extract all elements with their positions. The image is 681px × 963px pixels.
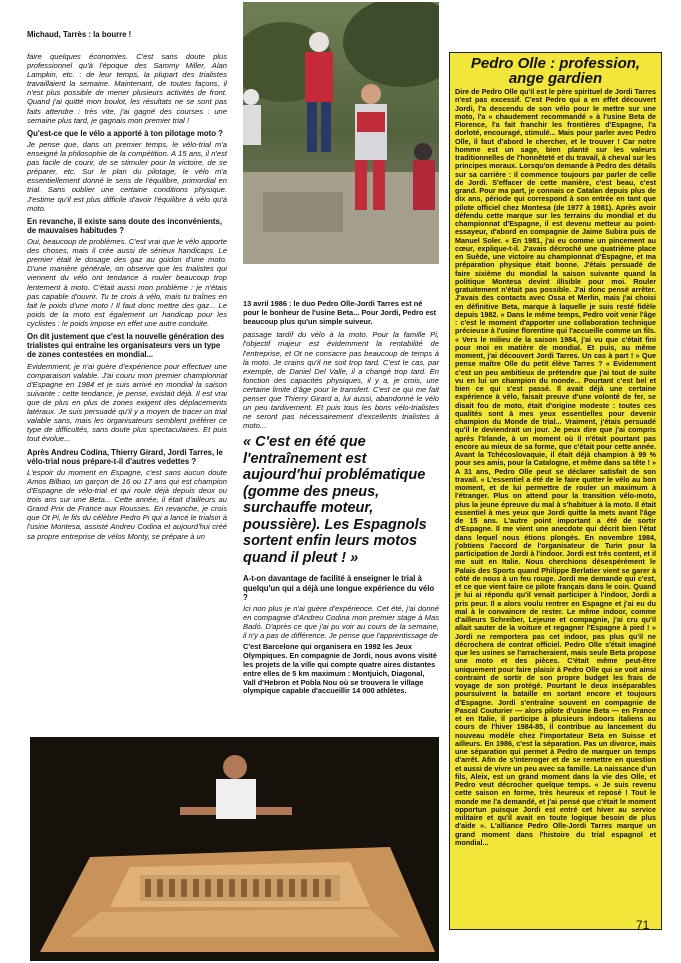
sidebar-title-line-2: ange gardien xyxy=(508,70,603,87)
page-number: 71 xyxy=(636,918,650,932)
sidebar-box xyxy=(449,52,662,930)
interview-answer: Evidemment, je n'ai guère d'expérience pour effectuer une comparaison valable. J'ai couru mon premier championnat d'Espagne en 1984 et je suis arrivé en mondial la saison suivante : cette tendance, je pense, existait déjà. Il est vrai que de plus en plus de zones exigent des déplacements latéraux. Je suis persuadé qu'il y a moyen de tracer un trial valable sans, mais les organisateurs semblent préférer ce type de difficultés, sans doute plus spectaculaires. Et puis tout évolue... xyxy=(27,361,227,444)
paragraph: passage tardif du vélo à la moto. Pour la famille Pi, l'objectif majeur est évidemment la rentabilité de l'entreprise, et Ot ne consacre pas beaucoup de temps à la moto. Je crains qu'il ne soit trop tard. C'est le cas, par exemple, de Daniel Del Valle, il a changé trop tard. En fonction des capacités physiques, il y a, je crois, une certaine limite d'âge pour le transfert. C'est ce qui me fait penser que Thierry Girard a, lui aussi, abandonné le vélo un peu tardivement. Et puis tous les bons vélo-trialistes ne seront pas nécessairement d'excellents trialistes à moto... xyxy=(243,330,439,431)
interview-answer: Ici non plus je n'ai guère d'expérience. Cet été, j'ai donné en compagnie d'Andreu Codina mon premier stage à Mas Badó. D'après ce que j'ai pu voir au cours de la semaine, il n'y a pas de différence. Je pense que l'apprentissage de xyxy=(243,604,439,641)
interview-answer: Je pense que, dans un premier temps, le vélo-trial m'a enseigné la philosophie de la compétition. A 15 ans, il n'est pas facile de courir, de se stimuler pour la victoire, de se préparer, etc. Sur le plan du pilotage, le vélo m'a essentiellement donné le sens de l'équilibre, primordial en trial. Sans oublier une certaine conditions physique. J'estime qu'il est plus difficile d'avoir l'équilibre à vélo qu'à moto. xyxy=(27,139,227,213)
interview-question: En revanche, il existe sans doute des inconvénients, de mauvaises habitudes ? xyxy=(27,216,222,235)
photo-caption: C'est Barcelone qui organisera en 1992 les Jeux Olympiques. En compagnie de Jordi, nous avons visité les projets de la ville qui compte quatre aires distantes entre elles de 5 km maximum : Montjuich, Diagonal, Vall d'Hebron et Pobla Nou où se trouvera le village olympique capable d'accueillir 14 000 athlètes. xyxy=(243,642,437,696)
article-column-1 xyxy=(27,52,227,544)
sidebar-title-line-1: Pedro Olle : profession, xyxy=(470,55,641,72)
sidebar-title xyxy=(455,56,656,86)
photo-olympic-model xyxy=(30,737,439,961)
photo-caption: 13 avril 1986 : le duo Pedro Olle-Jordi Tarres est né pour le bonheur de l'usine Beta... Pour Jordi, Pedro est beaucoup plus qu'un simple suiveur. xyxy=(243,299,437,326)
interview-question: Qu'est-ce que le vélo a apporté à ton pilotage moto ? xyxy=(27,128,223,138)
article-column-2 xyxy=(243,300,439,700)
interview-answer: L'espoir du moment en Espagne, c'est sans aucun doute Amos Bilbao, un garçon de 16 ou 17 ans qui est champion d'Espagne de vélo-trial et qui roule déjà depuis deux ou trois ans sur une Beta... Cette année, il était d'ailleurs au Grand Prix de France aux Rousses. En revanche, je crois que Ot Pi, le fils du célèbre Pedro Pi qui a lancé le trialsin à l'usine Montesa, assisté Andreu Codina et aujourd'hui créé sa propre entreprise de vélos Monty, se prépare à un xyxy=(27,467,227,541)
interview-question: A-t-on davantage de facilité à enseigner le trial à quelqu'un qui a déjà une longue expérience du vélo ? xyxy=(243,574,435,602)
interview-question: Après Andreu Codina, Thierry Girard, Jordi Tarres, le vélo-trial nous prépare-t-il d'autres vedettes ? xyxy=(27,447,223,466)
pull-quote: « C'est en été que l'entraînement est aujourd'hui problématique (gomme des pneus, surchauffe moteur, poussière). Les Espagnols sortent enfin leurs motos quand il pleut ! » xyxy=(243,434,427,566)
sidebar-text: Dire de Pedro Olle qu'il est le père spirituel de Jordi Tarres n'est pas excessif. C'est Pedro qui a en effet découvert Jordi, l'a descendu de son vélo pour le mettre sur une moto, l'a « chaudement recommandé » à l'usine Beta de Florence, l'a fait franchir les frontières d'Espagne, l'a dorloté, encouragé, stimulé... Mais pour parler avec Pedro Olle, il faut d'abord le chercher, et le trouver ! Car notre homme est un sage, bien planté sur les valeurs traditionnelles de l'honnêteté et du travail, à cheval sur les principes moraux. Lorsqu'on demande à Pedro des détails sur sa carrière : il commence toujours par parler de celle de Jordi. S'effacer de cette manière, c'est beau, c'est grand. Pour ma part, je connais ce Catalan depuis plus de dix ans, période qui correspond à son entrée en tant que pilote officiel chez Montesa (de 1977 à 1981). Après avoir défendu cette marque sur les terrains du mondial et du championnat d'Espagne, il est devenu metteur au point-essayeur, d'abord en compagnie de Jaime Subira puis de Manuel Soler. « En 1981, j'ai eu comme un pincement au cœur, explique-t-il. J'avais décroché une quatrième place en Suède, une victoire au championnat d'Espagne, et ma préparation physique était bonne. J'étais persuadé de faire sixième du mondial la saison suivante quand la politique Montesa devint illisible pour moi. Rouler gratuitement n'était pas possible. J'ai donc pensé arrêter. J'avais des contacts avec Ossa et Merlin, mais j'ai choisi en définitive Beta, marque à laquelle je suis resté fidèle depuis 1982. » Dans le même temps, Pedro voit venir l'âge : c'est le moment d'apporter une collaboration technique précieuse à l'usine florentine qui l'accueille comme un fils. « Vers le milieu de la saison 1984, j'ai vu que c'était fini pour moi en matière de mondial. Et puis, au même moment, j'ai découvert Jordi Tarres. Un cas à part ! » Que pense maître Olle du petit élève Tarres ? « Evidemment c'est un peu ambitieux de prétendre que j'ai tout de suite vu en lui un champion du monde... Pourtant c'est bel et bien ce qui s'est passé. Il avait déjà une certaine expérience à vélo, faisait preuve d'une volonté de fer, se disait fou de moto, était d'origine modeste : toutes ces qualités sont à mes yeux essentielles pour devenir champion du Monde de trial... Vraiment, j'étais persuadé qu'il le deviendrait un jour. Je peux dire que j'ai compris après l'Irlande, à un moment où il n'était pourtant pas encore au mieux de sa forme, que c'était pour cette année. Avant la Tchécoslovaquie, il était déjà champion à 99 % pour ses amis, pour la Catalogne, et même dans sa tête ! » A 31 ans, Pedro Olle peut se déclarer satisfait de son travail. « L'essentiel a été de le faire quitter le vélo au bon moment, et de lui permettre de rouler un maximum à l'étranger. Plus on attend pour la transition vélo-moto, plus la jeune épreuve du mal à s'habituer à la moto. Il était essentiel à mes yeux que Jordi quitte la mets avant l'âge de 15 ans. L'autre point important a été de sortir d'Espagne. Il me vient une anecdote qui décrit bien l'état dans lequel nous étions plongés. En novembre 1984, j'obtiens l'accord de l'organisateur de Turin pour la participation de Jordi à l'indoor. Jordi est très content, et il me suit en Italie. Nous cherchions désespérément le Palais des Sports quand Philippe Berlatier vient se garer à côté de nous à un feu rouge. Jordi me demande qui c'est, et ce que vient faire ce pilote français dans le coin. Quand je lui ai répondu qu'il venait participer à l'indoor, Jordi a pris peur. Il a alors voulu rentrer en Espagne et j'ai eu du mal à le convaincre de rester. Le même indoor, comme d'ailleurs Schreiber, Lejeune et compagnie, j'ai cru qu'il allait sauter de la voiture et regagner l'Espagne à pied ! » Jordi ne remportera pas cet indoor, pas plus qu'il ne décrochera de contrat officiel. Pedro Olle s'était imaginé que les usines se l'arracheraient, mais seule Beta propose une moto et des pièces. C'était même peut-être uniquement pour faire plaisir à Pedro Olle qui se voit ainsi contraint de sortir de son propre budget les frais de voyage de son protégé. Pourtant le deux inséparables poursuivent la bataille en sortant encore et toujours d'Espagne. Jordi s'entraîne souvent en compagnie de Pascal Couturier — alors pilote d'usine Beta — en France et en Italie, il participe à plusieurs indoors italiens au cours de l'hiver 1984-85, il contribue au lancement du nouveau modèle chez l'importateur Beta en Suisse et ailleurs. En 1986, c'est la séparation. Pas un divorce, mais une séparation qui permet à Pedro de marquer un temps d'arrêt. Afin de s'interroger et de se remettre en question et aussi de vivre un peu avec sa famille. La naissance d'un fils, Aleix, est un grand moment dans la vie des Olle, et Pedro veut décrocher quelque temps. « Je suis revenu cette saison en forme, très heureux et reposé ! Tout le monde me l'a demandé, et j'ai pensé que c'était le moment opportun puisque Jordi est entré cet hiver au service militaire et qu'il avait en toute logique besoin de plus d'aide ». L'alliance Pedro Olle-Jordi Tarres marque un grand moment dans l'histoire du trial espagnol et mondial... xyxy=(455,87,656,847)
photo-olympic-model-illustration xyxy=(30,737,439,961)
interview-answer: Oui, beaucoup de problèmes. C'est vrai que le vélo apporte des choses, mais il crée aussi de sérieux handicaps. Le premier était le dosage des gaz au guidon d'une moto. D'une manière générale, on observe que les trialistes qui viennent du vélo ont tendance à rouler beaucoup trop lentement à moto. C'était aussi mon problème : je n'étais pas capable d'ouvrir. Tu te crois à vélo, mais tu traînes en fait le poids d'une moto ! Il faut donc mettre des gaz... Le poids de la moto est également un handicap pour les cyclistes : le poids impose en effet une autre conduite. xyxy=(27,237,227,328)
running-header: Michaud, Tarrès : la bourre ! xyxy=(27,30,132,39)
photo-riders-illustration xyxy=(243,2,439,264)
photo-riders xyxy=(243,2,439,264)
interview-question: On dit justement que c'est la nouvelle génération des trialistes qui entraîne les organisateurs vers un type de zones contestées en mondial... xyxy=(27,332,225,360)
paragraph: faire quelques économies. C'est sans doute plus professionnel qu'à l'époque des Sammy Miller, Alan Lampkin, etc. : de leur temps, la plupart des trialistes travaillaient la semaine. Maintenant, de toutes façons, il n'est plus possible de mener plusieurs activités de front. Quand j'ai quitté mon boulot, les résultats ne se sont pas faits attendre : très vite, j'ai gagné des courses : une semaine plus tard, je gagnais mon premier trial ! xyxy=(27,52,227,125)
